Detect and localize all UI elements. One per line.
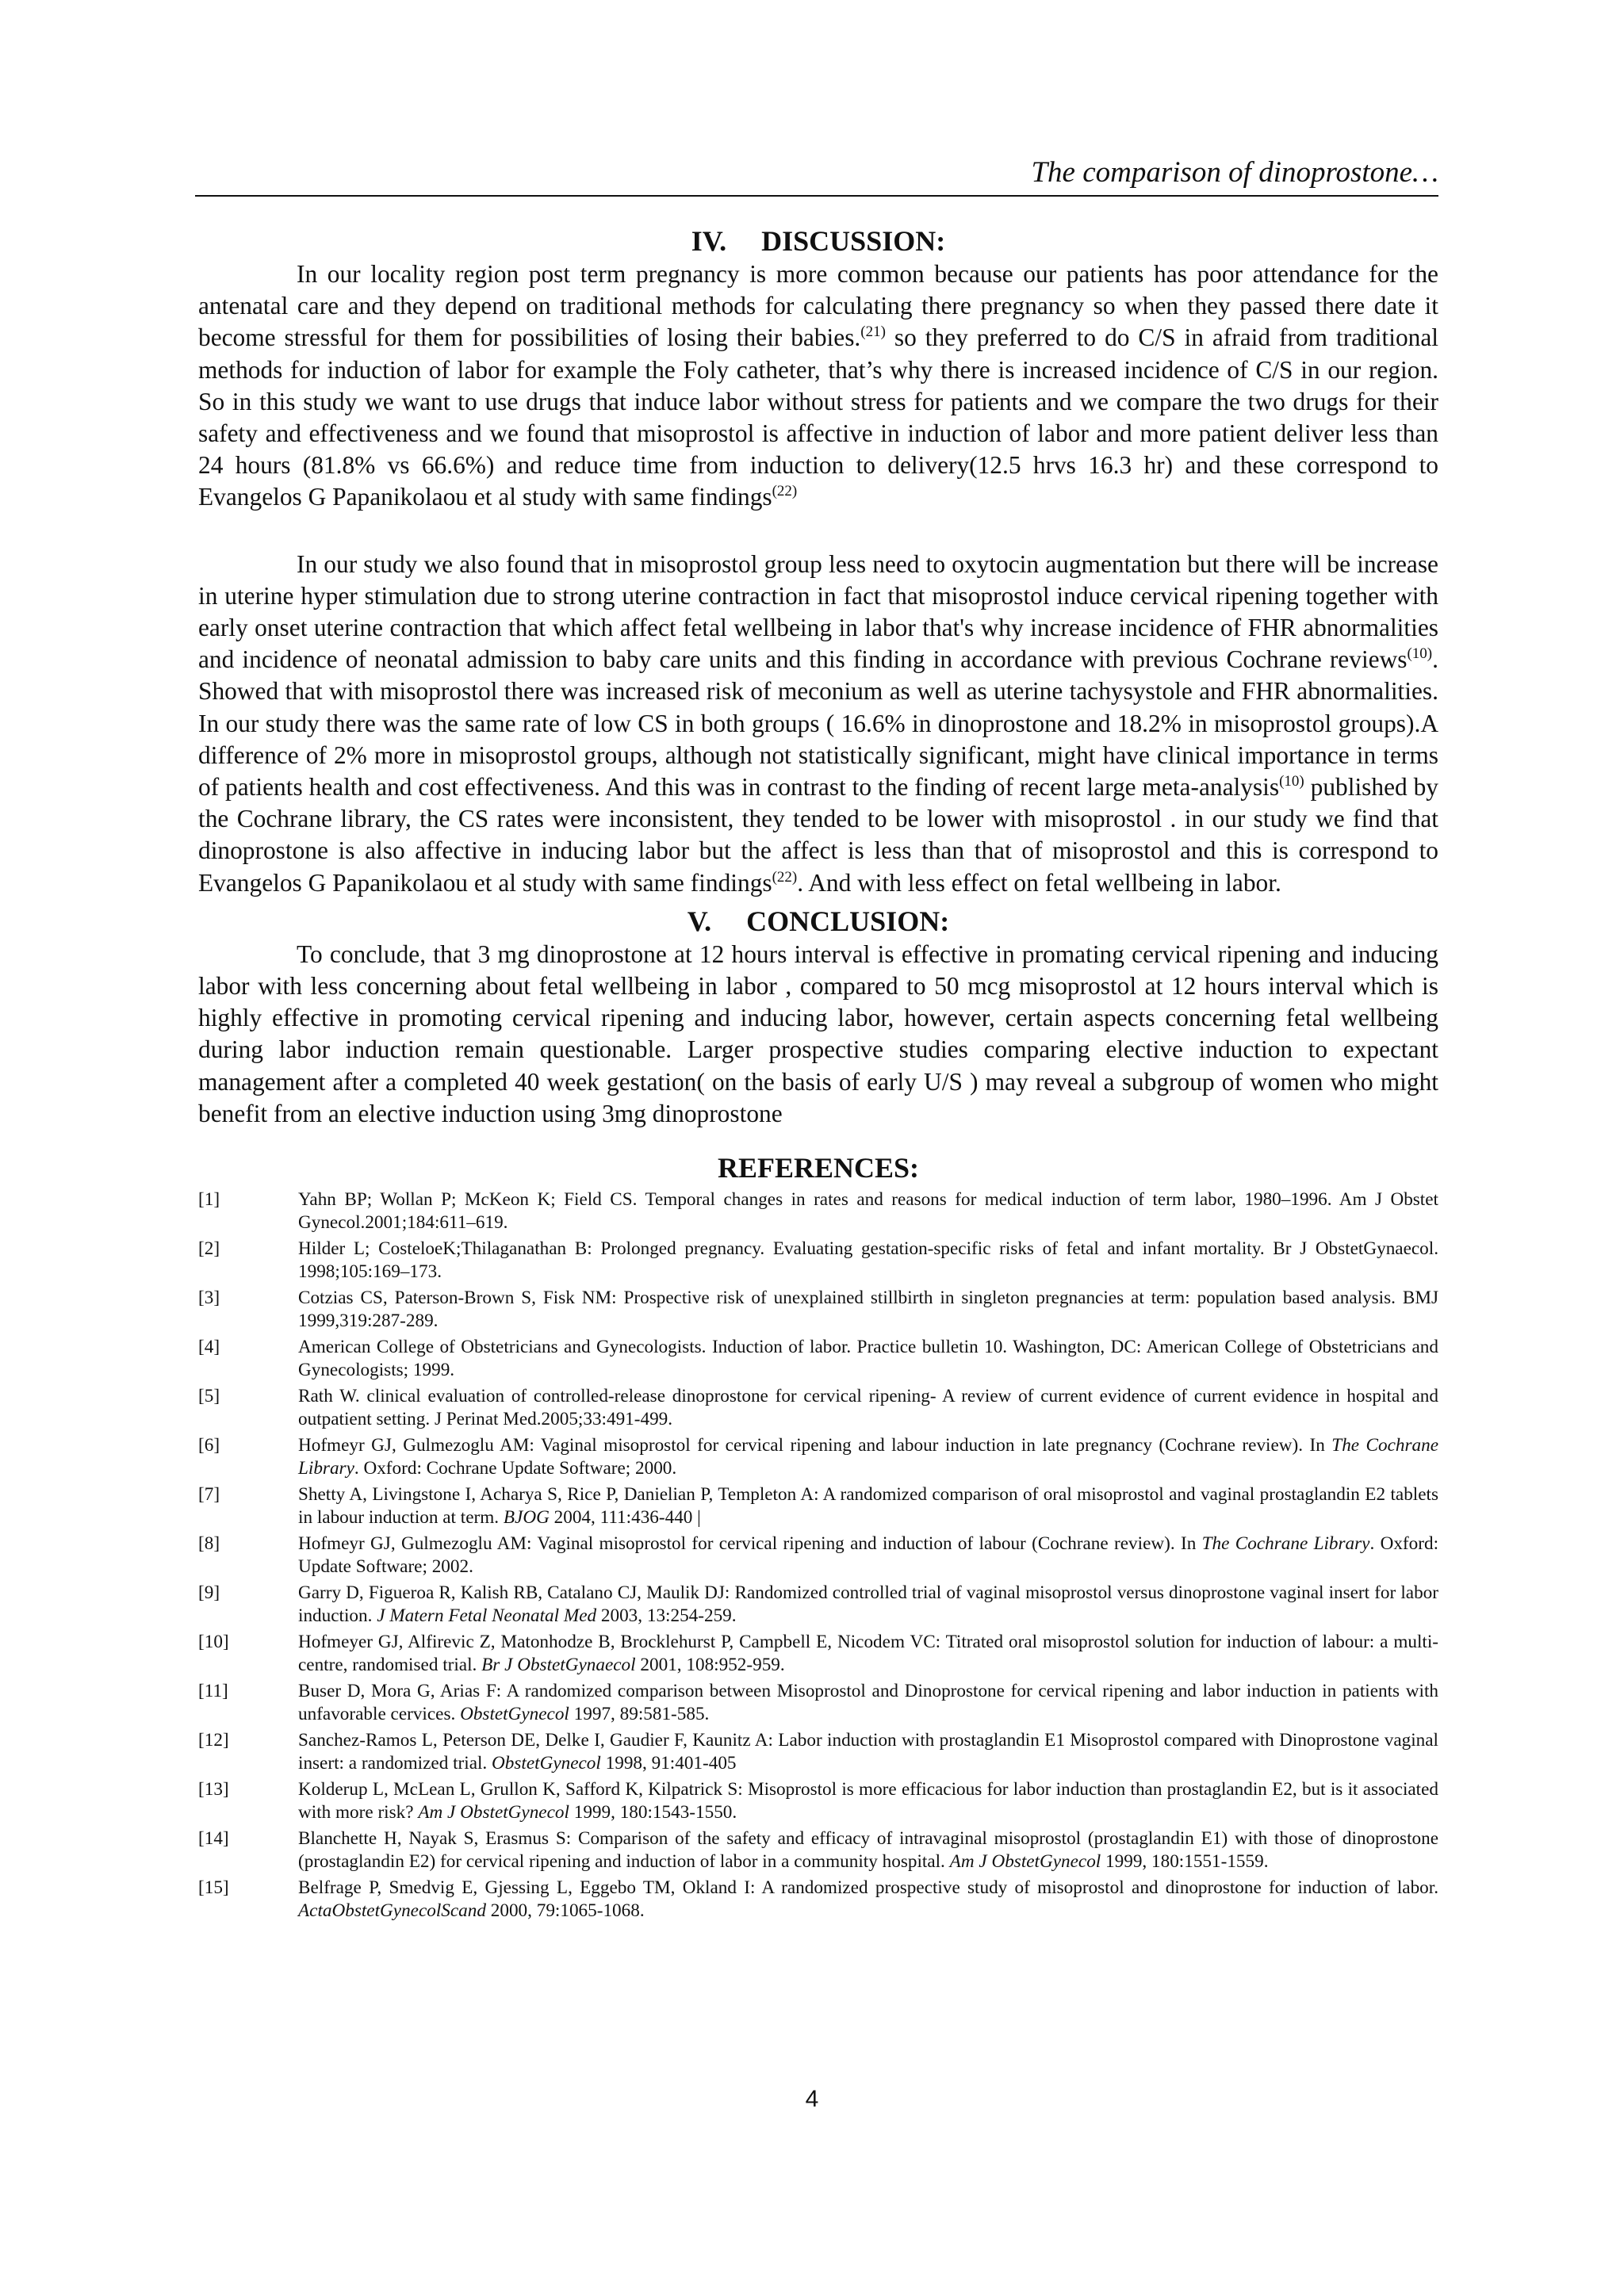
reference-text-run: 2004, 111:436-440 | <box>549 1507 701 1529</box>
reference-text-run: 2003, 13:254-259. <box>596 1605 737 1627</box>
page-number: 4 <box>805 2086 819 2112</box>
reference-text-run: 1997, 89:581-585. <box>569 1704 710 1725</box>
reference-text-run: . Oxford: Cochrane Update Software; 2000. <box>354 1458 677 1479</box>
citation: (10) <box>1407 645 1433 663</box>
citation: (22) <box>772 483 798 500</box>
reference-text <box>298 1778 1438 1825</box>
reference-item <box>198 1582 1438 1628</box>
reference-text <box>298 1729 1438 1776</box>
reference-item <box>198 1238 1438 1284</box>
text-run: . Showed that with misoprostol there was increased risk of meconium as well as uterine tachysystole and FHR abnormalities. In our study there was the same rate of low CS in both groups ( 16.6% in dinoprostone and 18.2% in misoprostol groups).A difference of 2% more in misoprostol groups, although not statistically significant, might have clinical importance in terms of patients health and cost effectiveness. And this was in contrast to the finding of recent large meta-analysis <box>198 645 1438 802</box>
citation: (10) <box>1279 773 1304 790</box>
running-header: The comparison of dinoprostone… <box>1031 156 1438 189</box>
reference-text-run: Yahn BP; Wollan P; McKeon K; Field CS. Temporal changes in rates and reasons for medical induction of term labor, 1980–1996. Am J Obstet Gynecol.2001;184:611–619. <box>298 1189 1438 1234</box>
reference-text <box>298 1385 1438 1432</box>
reference-text <box>298 1582 1438 1628</box>
reference-text-run: Garry D, Figueroa R, Kalish RB, Catalano CJ, Maulik DJ: Randomized controlled trial of vaginal misoprostol versus dinoprostone vaginal insert for labor induction. <box>298 1582 1438 1627</box>
reference-text <box>298 1680 1438 1727</box>
reference-item <box>198 1483 1438 1530</box>
reference-item <box>198 1877 1438 1923</box>
conclusion-heading <box>198 904 1438 939</box>
header-rule <box>195 195 1438 197</box>
reference-text <box>298 1434 1438 1481</box>
reference-number: [5] <box>198 1386 220 1407</box>
reference-text-run: Cotzias CS, Paterson-Brown S, Fisk NM: Prospective risk of unexplained stillbirth in singleton pregnancies at term: population based analysis. BMJ 1999,319:287-289. <box>298 1288 1438 1332</box>
reference-text-run: Hilder L; CosteloeK;Thilaganathan B: Prolonged pregnancy. Evaluating gestation-specific risks of fetal and infant mortality. Br J ObstetGynaecol. 1998;105:169–173. <box>298 1238 1438 1283</box>
reference-source-title: The Cochrane Library <box>298 1435 1438 1479</box>
conclusion-number: V. <box>687 905 712 937</box>
reference-text <box>298 1631 1438 1678</box>
reference-text-run: Belfrage P, Smedvig E, Gjessing L, Eggebo TM, Okland I: A randomized prospective study of misoprostol and dinoprostone for induction of labor. <box>298 1877 1438 1899</box>
reference-source-title: Am J ObstetGynecol <box>418 1802 569 1823</box>
reference-text-run: 2001, 108:952-959. <box>635 1655 785 1676</box>
reference-text <box>298 1287 1438 1334</box>
reference-list <box>198 1188 1438 1923</box>
citation: (22) <box>772 868 798 886</box>
reference-source-title: Br J ObstetGynaecol <box>481 1655 636 1676</box>
reference-source-title: The Cochrane Library <box>1201 1533 1370 1555</box>
reference-text-run: Hofmeyr GJ, Gulmezoglu AM: Vaginal misoprostol for cervical ripening and labour induction in late pregnancy (Cochrane review). In <box>298 1435 1332 1456</box>
reference-number: [14] <box>198 1828 229 1850</box>
reference-text <box>298 1188 1438 1235</box>
reference-text-run: Sanchez-Ramos L, Peterson DE, Delke I, Gaudier F, Kaunitz A: Labor induction with prostaglandin E1 Misoprostol compared with Dinoprostone vaginal insert: a randomized trial. <box>298 1730 1438 1774</box>
text-run: In our study we also found that in misoprostol group less need to oxytocin augmentation but there will be increase in uterine hyper stimulation due to strong uterine contraction in fact that misoprostol induce cervical ripening together with early onset uterine contraction that which affect fetal wellbeing in labor that's why increase incidence of FHR abnormalities and incidence of neonatal admission to baby care units and this finding in accordance with previous Cochrane reviews <box>198 549 1438 674</box>
reference-text <box>298 1238 1438 1284</box>
reference-item <box>198 1533 1438 1579</box>
reference-source-title: ActaObstetGynecolScand <box>298 1900 486 1922</box>
reference-text-run: 1999, 180:1543-1550. <box>569 1802 737 1823</box>
reference-item <box>198 1287 1438 1334</box>
reference-text <box>298 1827 1438 1874</box>
reference-item <box>198 1827 1438 1874</box>
paragraph-gap <box>198 514 1438 549</box>
reference-text <box>298 1483 1438 1530</box>
reference-number: [9] <box>198 1582 220 1604</box>
reference-item <box>198 1631 1438 1678</box>
reference-text-run: 1999, 180:1551-1559. <box>1101 1851 1269 1873</box>
reference-source-title: J Matern Fetal Neonatal Med <box>377 1605 597 1627</box>
reference-text-run: 2000, 79:1065-1068. <box>485 1900 645 1922</box>
reference-number: [12] <box>198 1730 229 1751</box>
discussion-paragraph-2 <box>198 549 1438 899</box>
reference-text-run: Hofmeyer GJ, Alfirevic Z, Matonhodze B, Brocklehurst P, Campbell E, Nicodem VC: Titrated oral misoprostol solution for induction of labour: a multi-centre, randomised trial. <box>298 1632 1438 1676</box>
reference-item <box>198 1385 1438 1432</box>
reference-text <box>298 1533 1438 1579</box>
reference-text <box>298 1336 1438 1383</box>
conclusion-title: CONCLUSION: <box>746 905 950 937</box>
reference-item <box>198 1729 1438 1776</box>
reference-number: [3] <box>198 1288 220 1309</box>
reference-number: [2] <box>198 1238 220 1260</box>
reference-source-title: ObstetGynecol <box>460 1704 569 1725</box>
reference-item <box>198 1188 1438 1235</box>
text-run: In our locality region post term pregnancy is more common because our patients has poor attendance for the antenatal care and they depend on traditional methods for calculating there pregnancy so when they passed there date it become stressful for them for possibilities of losing their babies. <box>198 260 1438 352</box>
reference-text <box>298 1877 1438 1923</box>
reference-number: [15] <box>198 1877 229 1899</box>
reference-number: [1] <box>198 1189 220 1211</box>
reference-text-run: Rath W. clinical evaluation of controlled-release dinoprostone for cervical ripening- A review of current evidence of current evidence in hospital and outpatient setting. J Perinat Med.2005;33:491-499. <box>298 1386 1438 1430</box>
reference-item <box>198 1778 1438 1825</box>
references-heading: REFERENCES: <box>717 1152 920 1184</box>
reference-number: [13] <box>198 1779 229 1800</box>
reference-text-run: American College of Obstetricians and Gynecologists. Induction of labor. Practice bulletin 10. Washington, DC: American College of Obstetricians and Gynecologists; 1999. <box>298 1337 1438 1381</box>
reference-text-run: Hofmeyr GJ, Gulmezoglu AM: Vaginal misoprostol for cervical ripening and induction of labour (Cochrane review). In <box>298 1533 1202 1555</box>
reference-number: [11] <box>198 1681 228 1702</box>
conclusion-paragraph: To conclude, that 3 mg dinoprostone at 12 hours interval is effective in promating cervical ripening and inducing labor with less concerning about fetal wellbeing in labor , compared to 50 mcg misoprostol at 12 hours interval which is highly effective in promoting cervical ripening and inducing labor, however, certain aspects concerning fetal wellbeing during labor induction remain questionable. Larger prospective studies comparing elective induction to expectant management after a completed 40 week gestation( on the basis of early U/S ) may reveal a subgroup of women who might benefit from an elective induction using 3mg dinoprostone <box>198 939 1438 1127</box>
reference-item <box>198 1434 1438 1481</box>
discussion-title: DISCUSSION: <box>761 225 946 257</box>
reference-number: [7] <box>198 1484 220 1506</box>
reference-text-run: Buser D, Mora G, Arias F: A randomized comparison between Misoprostol and Dinoprostone for cervical ripening and labor induction in patients with unfavorable cervices. <box>298 1681 1438 1725</box>
reference-source-title: BJOG <box>503 1507 550 1529</box>
reference-text-run: Blanchette H, Nayak S, Erasmus S: Comparison of the safety and efficacy of intravaginal misoprostol (prostaglandin E1) with those of dinoprostone (prostaglandin E2) for cervical ripening and induction of labor in a community hospital. <box>298 1828 1438 1873</box>
reference-text-run: . Oxford: Update Software; 2002. <box>298 1533 1439 1578</box>
reference-number: [10] <box>198 1632 229 1653</box>
reference-source-title: ObstetGynecol <box>492 1753 601 1774</box>
reference-text-run: Kolderup L, McLean L, Grullon K, Safford K, Kilpatrick S: Misoprostol is more efficacious for labor induction than prostaglandin E2, but is it associated with more risk? <box>298 1779 1438 1823</box>
reference-source-title: Am J ObstetGynecol <box>949 1851 1101 1873</box>
reference-number: [8] <box>198 1533 220 1555</box>
discussion-paragraph-1 <box>198 258 1438 514</box>
text-run: so they preferred to do C/S in afraid from traditional methods for induction of labor for example the Foly catheter, that’s why there is increased incidence of C/S in our region. So in this study we want to use drugs that induce labor without stress for patients and we compare the two drugs for their safety and effectiveness and we found that misoprostol is affective in induction of labor and more patient deliver less than 24 hours (81.8% vs 66.6%) and reduce time from induction to delivery(12.5 hrvs 16.3 hr) and these correspond to Evangelos G Papanikolaou et al study with same findings <box>198 323 1438 511</box>
reference-number: [6] <box>198 1435 220 1456</box>
discussion-heading <box>198 224 1438 258</box>
text-run: . And with less effect on fetal wellbeing in labor. <box>797 868 1281 897</box>
page-content <box>198 224 1438 1926</box>
reference-number: [4] <box>198 1337 220 1358</box>
reference-text-run: Shetty A, Livingstone I, Acharya S, Rice P, Danielian P, Templeton A: A randomized comparison of oral misoprostol and vaginal prostaglandin E2 tablets in labour induction at term. <box>298 1484 1438 1529</box>
reference-item <box>198 1680 1438 1727</box>
citation: (21) <box>860 323 886 341</box>
reference-item <box>198 1336 1438 1383</box>
discussion-number: IV. <box>691 225 727 257</box>
reference-text-run: 1998, 91:401-405 <box>600 1753 737 1774</box>
text-run: published by the Cochrane library, the CS rates were inconsistent, they tended to be lower with misoprostol . in our study we find that dinoprostone is also affective in inducing labor but the affect is less than that of misoprostol and this is correspond to Evangelos G Papanikolaou et al study with same findings <box>198 773 1438 897</box>
